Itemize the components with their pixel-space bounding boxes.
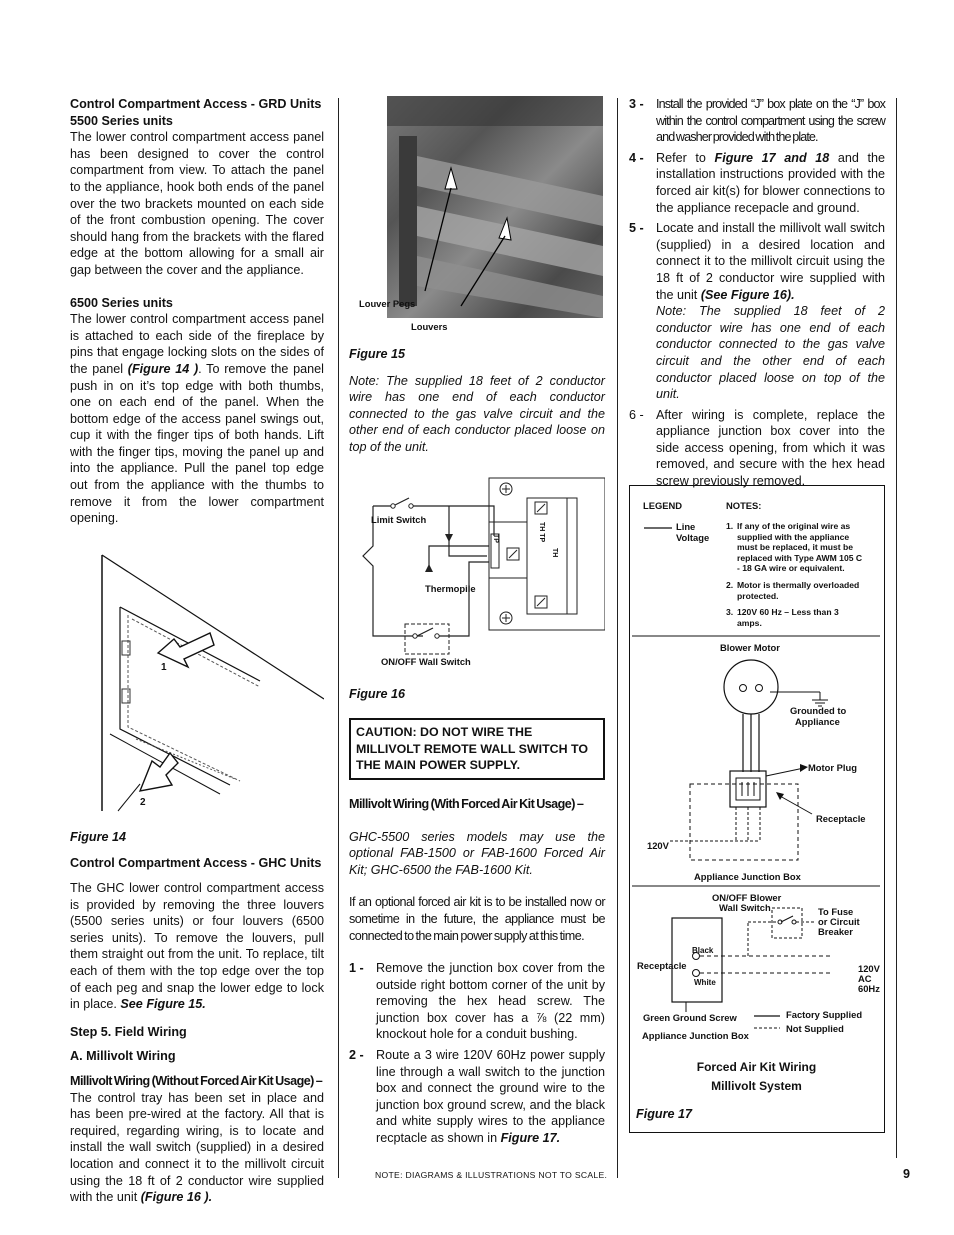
note-3-line-1: 120V 60 Hz – Less than 3	[737, 607, 839, 618]
fig17-motor-plug: Motor Plug	[808, 762, 857, 773]
page-number: 9	[903, 1167, 911, 1181]
fig17-ajb-2: Appliance Junction Box	[642, 1030, 749, 1041]
fig17-ac-3: 60Hz	[858, 983, 880, 994]
fig16-ref-2: (See Figure 16).	[700, 287, 795, 302]
fig17-grounded-2: Appliance	[795, 716, 840, 727]
fig14-label-1: 1	[161, 661, 167, 673]
mv-without-paragraph	[70, 1090, 324, 1206]
note-2-line-2: protected.	[737, 590, 779, 601]
fig15-caption: Figure 15	[349, 347, 405, 361]
step-6-number: 6 -	[629, 407, 644, 422]
fig15-photo-detail	[387, 96, 603, 318]
note-3-number: 3.	[726, 607, 734, 618]
fig17-fuse-1: To Fuse	[818, 906, 854, 917]
fig16-label-limit-switch: Limit Switch	[371, 513, 427, 525]
step-3-text: Install the provided “J” box plate on the “J” box within the control compartment using the screw and washer provided with the plate.	[656, 97, 885, 145]
fig17-ac-2: AC	[858, 973, 872, 984]
ghc-heading: Control Compartment Access - GHC Units	[70, 856, 322, 871]
fig15-label-louvers: Louvers	[411, 321, 448, 332]
figure-16-drawing	[349, 476, 605, 686]
fig17-title	[630, 1058, 883, 1096]
figure-15	[349, 96, 605, 342]
footer-note: NOTE: DIAGRAMS & ILLUSTRATIONS NOT TO SCALE.	[375, 1170, 608, 1180]
fig16-label-thermopile: Thermopile	[425, 582, 476, 594]
note-2-number: 2.	[726, 579, 734, 590]
note-3-line-2: amps.	[737, 617, 762, 628]
step-1-number: 1 -	[349, 961, 364, 976]
fig15-label-louver-pegs: Louver Pegs	[359, 298, 416, 309]
step-5-body: Locate and install the millivolt wall switch (supplied) in a desired location and connect it to the millivolt circuit using the 18 ft of 2 conductor wire supplied with the unit	[656, 221, 885, 302]
step-1	[349, 960, 605, 1043]
step-4-body-b: and the installation instructions provided with the forced air kit(s) for blower connections to the appliance recepacle and ground.	[656, 150, 886, 215]
mv-with-paragraph: GHC-5500 series models may use the optional FAB-1500 or FAB-1600 Forced Air Kit; GHC-6500 the FAB-1600 Kit.	[349, 829, 605, 877]
fig17-legend: LEGEND	[643, 500, 683, 511]
fig17-title-line-2: Millivolt System	[711, 1079, 802, 1093]
fig17-line-voltage-1: Line	[676, 521, 696, 532]
note-1-text	[737, 521, 862, 574]
fig17-fuse-3: Breaker	[818, 926, 853, 937]
note-1-line-5: - 18 GA wire or equivalent.	[737, 563, 845, 574]
fig17-grounded-1: Grounded to	[790, 705, 847, 716]
note-3-text	[737, 607, 839, 628]
step-2-body: Route a 3 wire 120V 60Hz power supply line through a wall switch to the junction box and connect the ground wire to the junction box ground screw, and the black and white supply wires to the appliance recptacle as shown in	[376, 1048, 605, 1146]
ghc-text: The GHC lower control compartment access is provided by removing the three louvers (5500 series units) or four louvers (6500 series units). To remove the louvers, pull them straight out from the unit. To replace, tilt each of them with the top edge over the top of each peg and snap the lower edge to lock in place.	[70, 881, 324, 1012]
step-2	[349, 1047, 605, 1147]
millivolt-a-heading: A. Millivolt Wiring	[70, 1049, 176, 1064]
figure-17	[629, 485, 885, 1133]
step-3	[629, 96, 885, 146]
fig15-note: Note: The supplied 18 feet of 2 conductor wire has one end of each conductor connected to the gas valve circuit and the other end of each conductor placed loose on top of the unit.	[349, 373, 605, 454]
fig16-caption: Figure 16	[349, 686, 405, 701]
fig17-18-ref: Figure 17 and 18	[714, 150, 830, 165]
fig17-onoff-1: ON/OFF Blower	[712, 892, 782, 903]
fig16-label-tp: TP	[492, 533, 499, 543]
step-4-text	[656, 150, 885, 216]
mv-without-text: The control tray has been set in place and has been pre-wired at the factory. All that is required, regarding wiring, is to locate and install the wall switch (supplied) in a desired location and connect it to the millivolt circuit using the 18 ft of 2 conductor wire supplied with the unit	[70, 1090, 324, 1205]
fig15-ref: See Figure 15.	[120, 997, 206, 1012]
s6500-paragraph	[70, 311, 324, 527]
fig16-ref: (Figure 16 ).	[140, 1190, 213, 1205]
step-6	[629, 407, 885, 490]
s6500-text-a: The lower control compartment access panel is attached to each side of the fireplace by pins that engage locking slots on the sides of the panel	[70, 312, 324, 376]
step-4-body-a: Refer to	[656, 150, 715, 165]
caution-box: CAUTION: DO NOT WIRE THE MILLIVOLT REMOTE WALL SWITCH TO THE MAIN POWER SUPPLY.	[349, 718, 605, 780]
column-rule-edge	[896, 98, 897, 1158]
fig14-label-2: 2	[140, 796, 146, 808]
figure-16	[349, 476, 605, 686]
fig17-not-supplied: Not Supplied	[786, 1023, 844, 1034]
figure-14	[70, 549, 324, 819]
step5-heading: Step 5. Field Wiring	[70, 1024, 187, 1039]
note-1-line-2: supplied with the appliance	[737, 531, 850, 542]
step-4	[629, 150, 885, 216]
fig17-black: Black	[692, 946, 714, 955]
fig16-label-th: TH	[551, 547, 558, 557]
mv-with-paragraph-2: If an optional forced air kit is to be installed now or sometime in the future, the appliance must be connected to the main power supply at this time.	[349, 895, 605, 943]
note-1-line-3: must be replaced, it must be	[737, 542, 854, 553]
s6500-text-b: . To remove the panel push in on it’s top edge with both thumbs, one on each end of the panel. When the bottom edge of the access panel swings out, cup it with the finger tips of both hands. Lift with the finger tips, moving the panel up and into the appliance. Pull the panel top edge out from the appliance with the thumbs to remove it from the lower compartment opening.	[70, 361, 324, 526]
fig17-notes-list	[726, 521, 882, 628]
note-2-line-1: Motor is thermally overloaded	[737, 579, 860, 590]
column-rule-right	[617, 98, 618, 1178]
ghc-paragraph	[70, 880, 324, 1013]
column-1	[70, 96, 324, 1206]
note-2-text	[737, 580, 859, 601]
fig17-receptacle-2: Receptacle	[637, 960, 687, 971]
grd-subheading: 5500 Series units	[70, 113, 173, 128]
fig17-factory-supplied: Factory Supplied	[786, 1009, 863, 1020]
step-5-number: 5 -	[629, 221, 644, 236]
fig17-120v: 120V	[647, 840, 669, 851]
fig16-label-th-tp: TH TP	[538, 521, 545, 542]
step-6-text: After wiring is complete, replace the appliance junction box cover into the side access opening, from which it was removed, and secure with the hex head screw previously removed.	[656, 407, 885, 489]
step-5-note: Note: The supplied 18 feet of 2 conductor wire has one end of each conductor connected to the gas valve circuit and the other end of each conductor placed loose on top of the unit.	[656, 304, 885, 402]
column-rule-left	[338, 98, 339, 1178]
fig17-line-voltage-2: Voltage	[676, 532, 710, 543]
fig17-fuse-2: or Circuit	[818, 916, 860, 927]
fig17-ref: Figure 17.	[500, 1131, 561, 1146]
fig17-green-ground: Green Ground Screw	[643, 1012, 737, 1023]
note-1-line-4: replaced with Type AWM 105 C	[737, 552, 863, 563]
fig17-title-line-1: Forced Air Kit Wiring	[696, 1060, 817, 1074]
step-4-number: 4 -	[629, 150, 644, 165]
fig17-blower-motor: Blower Motor	[720, 642, 780, 653]
fig17-onoff-2: Wall Switch	[719, 902, 771, 913]
grd-heading: Control Compartment Access - GRD Units	[70, 97, 322, 111]
fig17-white: White	[694, 978, 716, 987]
column-3	[629, 96, 885, 490]
mv-with-heading: Millivolt Wiring (With Forced Air Kit Usage) –	[349, 796, 584, 811]
step-5-text	[656, 220, 885, 403]
fig17-ac-1: 120V	[858, 963, 880, 974]
note-1-number: 1.	[726, 521, 734, 531]
fig17-ajb: Appliance Junction Box	[694, 871, 801, 882]
step-3-number: 3 -	[629, 97, 644, 111]
step-1-text: Remove the junction box cover from the outside right bottom corner of the unit by removing the hex head screw. The junction box cover has a ⅞ (22 mm) knockout hole for a conduit bushing.	[376, 961, 605, 1042]
fig16-label-onoff: ON/OFF Wall Switch	[381, 655, 471, 667]
s6500-heading: 6500 Series units	[70, 295, 173, 310]
fig17-notes: NOTES:	[726, 500, 762, 511]
note-1-line-1: If any of the original wire as	[737, 521, 851, 531]
step-5	[629, 220, 885, 403]
figure-14-drawing	[70, 549, 324, 819]
fig17-receptacle: Receptacle	[816, 813, 866, 824]
fig14-caption: Figure 14	[70, 829, 126, 844]
step-2-text	[376, 1047, 605, 1147]
grd-paragraph: The lower control compartment access panel has been designed to cover the control compartment from view. To attach the panel to the appliance, hook both ends of the panel over the two brackets mounted on each side of the front combustion opening. The cover should hang from the brackets with the flared edge at the bottom allowing for a small air gap between the cover and the appliance.	[70, 130, 324, 277]
step-2-number: 2 -	[349, 1048, 364, 1063]
fig14-ref: (Figure 14 )	[127, 361, 199, 376]
fig15-photo	[387, 96, 603, 318]
column-2	[349, 96, 605, 1147]
mv-without-heading: Millivolt Wiring (Without Forced Air Kit Usage) –	[70, 1073, 323, 1088]
fig17-caption: Figure 17	[636, 1107, 692, 1121]
